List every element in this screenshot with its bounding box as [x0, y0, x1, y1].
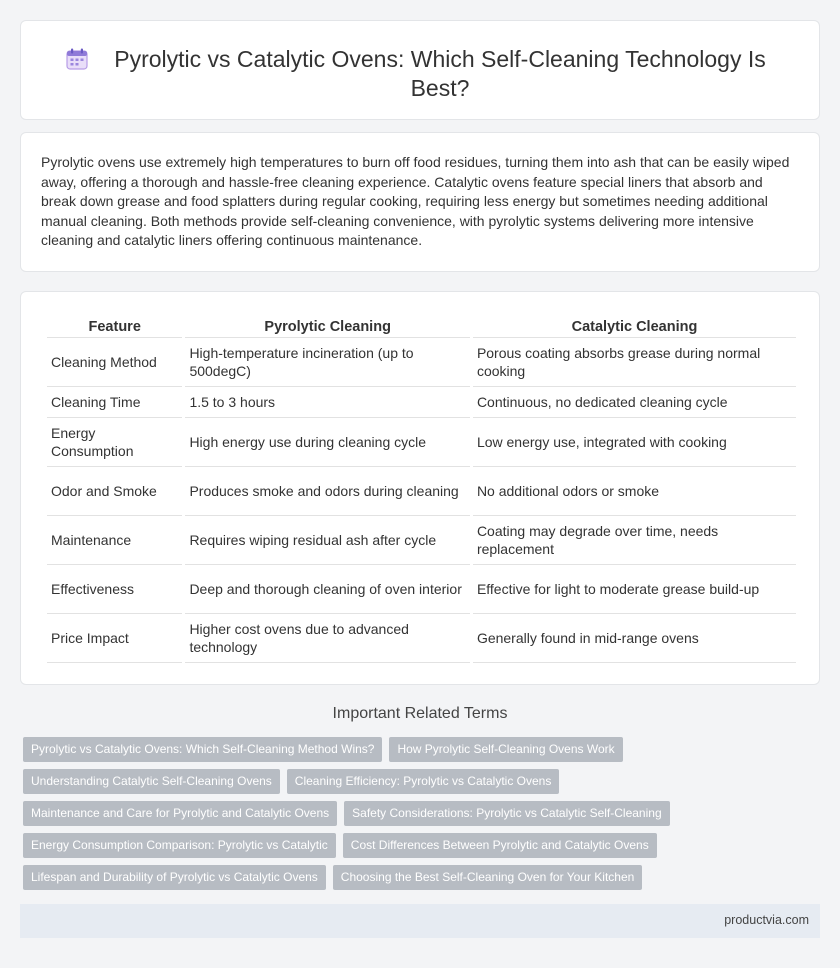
table-cell: Price Impact: [47, 614, 182, 663]
table-cell: Deep and thorough cleaning of oven interior: [185, 565, 470, 614]
related-term-link[interactable]: Safety Considerations: Pyrolytic vs Catalytic Self-Cleaning: [344, 801, 669, 826]
related-term-link[interactable]: Choosing the Best Self-Cleaning Oven for Your Kitchen: [333, 865, 643, 890]
table-cell: Continuous, no dedicated cleaning cycle: [473, 387, 796, 418]
table-cell: High energy use during cleaning cycle: [185, 418, 470, 467]
intro-paragraph: Pyrolytic ovens use extremely high temperatures to burn off food residues, turning them into ash that can be easily wiped away, offering a thorough and hassle-free cleaning experience. Catalytic ovens feature special liners that absorb and break down grease and food splatters during regular cooking, requiring less energy but sometimes needing additional manual cleaning. Both methods provide self-cleaning convenience, with pyrolytic systems delivering more intensive cleaning and catalytic liners offering continuous maintenance.: [41, 154, 790, 249]
related-term-link[interactable]: Pyrolytic vs Catalytic Ovens: Which Self-Cleaning Method Wins?: [23, 737, 382, 762]
table-row: [47, 418, 796, 467]
table-cell: Effectiveness: [47, 565, 182, 614]
related-term-link[interactable]: How Pyrolytic Self-Cleaning Ovens Work: [389, 737, 622, 762]
column-header: Catalytic Cleaning: [473, 314, 796, 338]
comparison-table: [44, 314, 799, 663]
column-header: Feature: [47, 314, 182, 338]
related-terms-heading: Important Related Terms: [332, 705, 508, 722]
table-cell: No additional odors or smoke: [473, 467, 796, 516]
related-term-link[interactable]: Cost Differences Between Pyrolytic and Catalytic Ovens: [343, 833, 657, 858]
table-cell: Maintenance: [47, 516, 182, 565]
page-title: Pyrolytic vs Catalytic Ovens: Which Self-Cleaning Technology Is Best?: [114, 46, 766, 101]
table-row: [47, 614, 796, 663]
site-name[interactable]: productvia.com: [724, 913, 809, 927]
column-header: Pyrolytic Cleaning: [185, 314, 470, 338]
table-cell: 1.5 to 3 hours: [185, 387, 470, 418]
table-cell: Cleaning Time: [47, 387, 182, 418]
related-term-link[interactable]: Lifespan and Durability of Pyrolytic vs Catalytic Ovens: [23, 865, 326, 890]
related-term-link[interactable]: Understanding Catalytic Self-Cleaning Ovens: [23, 769, 280, 794]
table-row: [47, 338, 796, 387]
table-row: [47, 387, 796, 418]
table-cell: Cleaning Method: [47, 338, 182, 387]
table-header-row: [47, 314, 796, 338]
table-cell: Higher cost ovens due to advanced technology: [185, 614, 470, 663]
related-term-link[interactable]: Cleaning Efficiency: Pyrolytic vs Catalytic Ovens: [287, 769, 560, 794]
related-terms-list: [23, 737, 813, 897]
related-term-link[interactable]: Maintenance and Care for Pyrolytic and Catalytic Ovens: [23, 801, 337, 826]
table-cell: Coating may degrade over time, needs replacement: [473, 516, 796, 565]
related-term-link[interactable]: Energy Consumption Comparison: Pyrolytic vs Catalytic: [23, 833, 336, 858]
table-cell: Odor and Smoke: [47, 467, 182, 516]
table-row: [47, 565, 796, 614]
header-card: [20, 20, 820, 120]
comparison-table-card: [20, 291, 820, 685]
table-cell: High-temperature incineration (up to 500degC): [185, 338, 470, 387]
footer-bar: [20, 904, 820, 938]
intro-card: [20, 132, 820, 272]
table-row: [47, 467, 796, 516]
table-cell: Low energy use, integrated with cooking: [473, 418, 796, 467]
table-cell: Energy Consumption: [47, 418, 182, 467]
table-cell: Generally found in mid-range ovens: [473, 614, 796, 663]
table-row: [47, 516, 796, 565]
table-cell: Porous coating absorbs grease during normal cooking: [473, 338, 796, 387]
table-cell: Requires wiping residual ash after cycle: [185, 516, 470, 565]
table-cell: Produces smoke and odors during cleaning: [185, 467, 470, 516]
table-cell: Effective for light to moderate grease build-up: [473, 565, 796, 614]
